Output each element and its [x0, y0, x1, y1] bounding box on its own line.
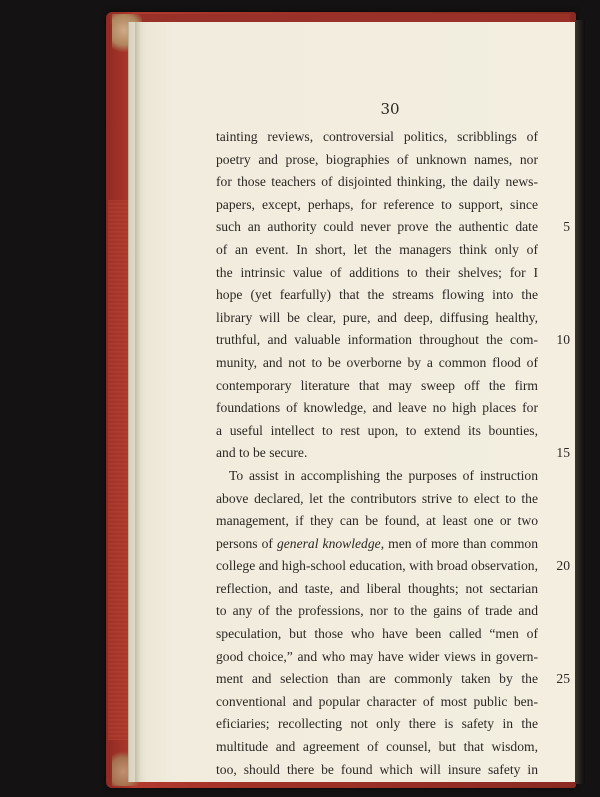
text-line: to any of the professions, nor to the gains of trade and	[216, 603, 538, 619]
text-line: such an authority could never prove the authentic date	[216, 219, 538, 235]
text-line: hope (yet fearfully) that the streams flowing into the	[216, 287, 538, 303]
text-line: munity, and not to be overborne by a common flood of	[216, 354, 538, 370]
text-line: multitude and agreement of counsel, but that wisdom,	[216, 739, 538, 755]
line-number: 5	[563, 219, 570, 235]
text-run: , men of more than common	[380, 535, 538, 551]
line-number: 15	[556, 445, 570, 461]
text-line: To assist in accomplishing the purposes of instruction	[229, 467, 538, 483]
text-line: of an event. In short, let the managers think only of	[216, 241, 538, 257]
text-line: a useful intellect to rest upon, to extend its bounties,	[216, 422, 538, 438]
text-line: tainting reviews, controversial politics, scribblings of	[216, 129, 538, 144]
page-number: 30	[380, 100, 400, 118]
page-right-shadow	[575, 20, 585, 784]
text-line: truthful, and valuable information throughout the com-	[216, 332, 538, 348]
text-line: good choice,” and who may have wider views in govern-	[216, 648, 538, 664]
text-line: reflection, and taste, and liberal thoughts; not sectarian	[216, 580, 538, 596]
text-line	[216, 533, 538, 556]
text-line: too, should there be found which will insure safety in	[216, 761, 538, 777]
text-line: foundations of knowledge, and leave no high places for	[216, 400, 538, 416]
line-number: 25	[556, 671, 570, 687]
text-line: above declared, let the contributors strive to elect to the	[216, 490, 538, 506]
text-line: for those teachers of disjointed thinking, the daily news-	[216, 174, 538, 190]
text-line: management, if they can be found, at least one or two	[216, 513, 538, 529]
text-line: library will be clear, pure, and deep, diffusing healthy,	[216, 309, 538, 325]
line-number: 20	[556, 558, 570, 574]
text-line: college and high-school education, with broad observation,	[216, 558, 538, 574]
text-line: contemporary literature that may sweep off the firm	[216, 377, 538, 393]
text-line: speculation, but those who have been called “men of	[216, 626, 538, 642]
text-line: papers, except, perhaps, for reference to support, since	[216, 196, 538, 212]
italic-run: general knowledge	[276, 535, 381, 551]
text-line: and to be secure.	[216, 445, 308, 461]
text-line: the intrinsic value of additions to their shelves; for I	[216, 264, 538, 280]
text-line: conventional and popular character of most public ben-	[216, 693, 538, 709]
text-line: ment and selection than are commonly taken by the	[216, 671, 538, 687]
cover-cloth-texture	[108, 200, 130, 740]
body-text	[216, 126, 538, 781]
text-line: poetry and prose, biographies of unknown names, nor	[216, 151, 538, 167]
line-number: 10	[556, 332, 570, 348]
text-run: persons of	[216, 535, 277, 551]
text-line: eficiaries; recollecting not only there is safety in the	[216, 716, 538, 732]
